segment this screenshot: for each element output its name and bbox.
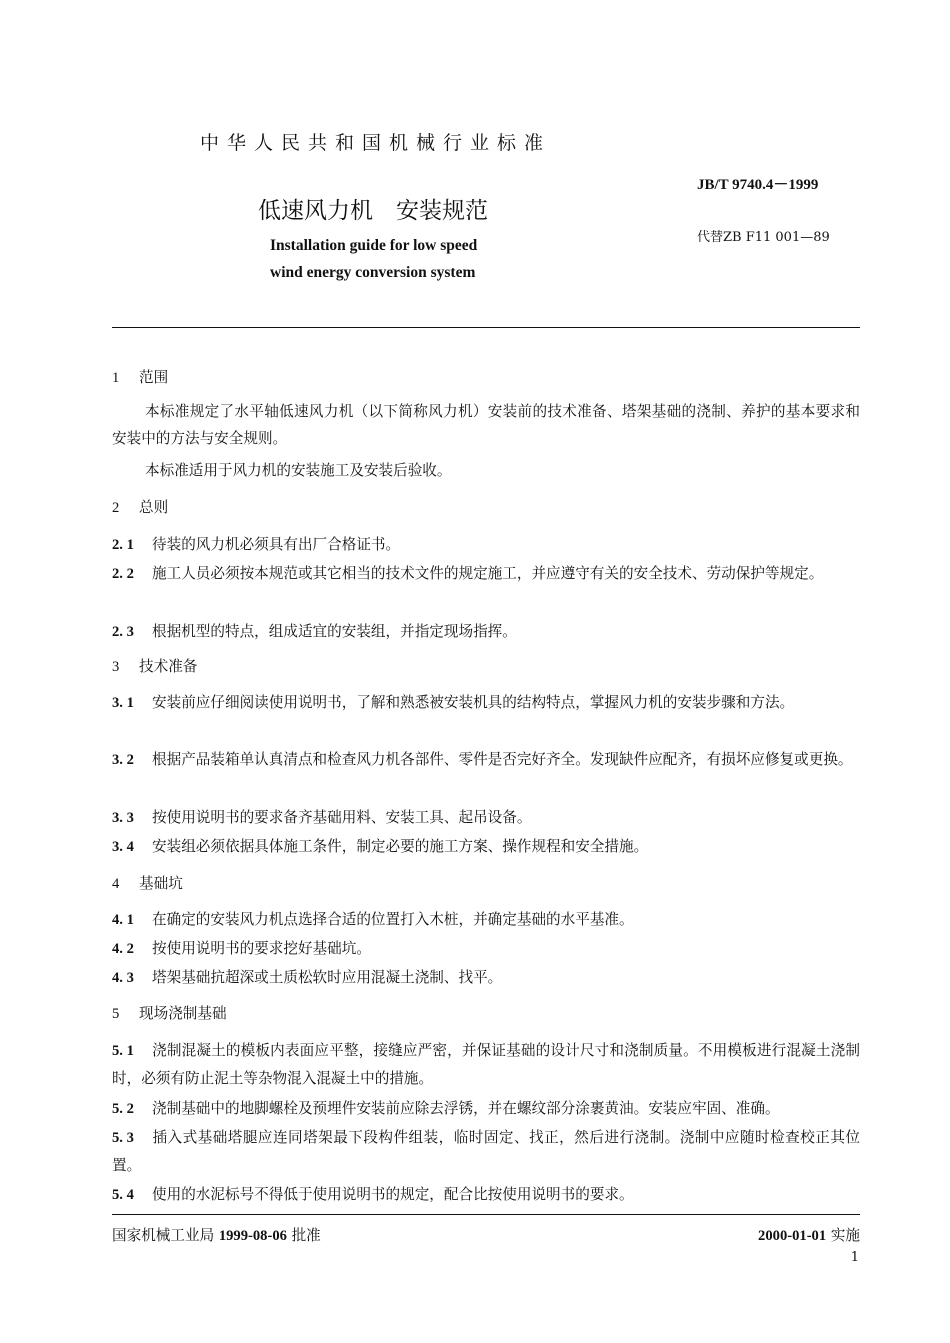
clause-number: 3. 3 bbox=[112, 810, 134, 826]
clause-4-3 bbox=[112, 964, 860, 992]
section-title: 范围 bbox=[139, 369, 169, 386]
clause-text: 安装组必须依据具体施工条件，制定必要的施工方案、操作规程和安全措施。 bbox=[152, 838, 649, 855]
clause-2-2 bbox=[112, 560, 860, 588]
section-number: 1 bbox=[112, 370, 120, 386]
clause-text: 在确定的安装风力机点选择合适的位置打入木桩，并确定基础的水平基准。 bbox=[152, 911, 634, 928]
section-number: 2 bbox=[112, 500, 120, 516]
section-number: 5 bbox=[112, 1006, 120, 1022]
clause-5-4 bbox=[112, 1181, 860, 1209]
clause-5-1 bbox=[112, 1037, 860, 1092]
clause-number: 2. 2 bbox=[112, 566, 134, 582]
clause-text: 浇制基础中的地脚螺栓及预埋件安装前应除去浮锈，并在螺纹部分涂裹黄油。安装应牢固、准确。 bbox=[152, 1100, 780, 1117]
section-number: 3 bbox=[112, 659, 120, 675]
implementation-word: 实施 bbox=[830, 1227, 860, 1244]
clause-number: 4. 2 bbox=[112, 941, 134, 957]
clause-3-4 bbox=[112, 833, 860, 861]
clause-2-1 bbox=[112, 531, 860, 559]
section-heading-1 bbox=[112, 366, 168, 387]
standard-category-title: 中华人民共和国机械行业标准 bbox=[200, 132, 552, 154]
footer-divider bbox=[112, 1214, 860, 1215]
section-number: 4 bbox=[112, 876, 120, 892]
replaces-standard: 代替ZB F11 001—89 bbox=[697, 230, 830, 245]
clause-text: 施工人员必须按本规范或其它相当的技术文件的规定施工，并应遵守有关的安全技术、劳动保护等规定。 bbox=[152, 565, 824, 582]
clause-number: 2. 3 bbox=[112, 624, 134, 640]
section-title: 总则 bbox=[139, 499, 169, 516]
clause-text: 根据产品装箱单认真清点和检查风力机各部件、零件是否完好齐全。发现缺件应配齐，有损坏应修复或更换。 bbox=[152, 751, 853, 768]
clause-text: 浇制混凝土的模板内表面应平整，接缝应严密，并保证基础的设计尺寸和浇制质量。不用模板进行混凝土浇制时，必须有防止泥土等杂物混入混凝土中的措施。 bbox=[112, 1042, 860, 1087]
approve-date: 1999-08-06 bbox=[218, 1228, 287, 1244]
clause-number: 3. 1 bbox=[112, 695, 134, 711]
standard-number: JB/T 9740.4－1999 bbox=[697, 177, 819, 193]
clause-number: 4. 3 bbox=[112, 970, 134, 986]
clause-text: 安装前应仔细阅读使用说明书，了解和熟悉被安装机具的结构特点，掌握风力机的安装步骤和方法。 bbox=[152, 694, 795, 711]
clause-3-1 bbox=[112, 689, 860, 717]
approval-info bbox=[112, 1224, 321, 1245]
section-title: 现场浇制基础 bbox=[139, 1005, 227, 1022]
clause-text: 按使用说明书的要求挖好基础坑。 bbox=[152, 940, 371, 957]
section-title: 技术准备 bbox=[139, 658, 198, 675]
paragraph-scope-1: 本标准规定了水平轴低速风力机（以下简称风力机）安装前的技术准备、塔架基础的浇制、养护的基本要求和安装中的方法与安全规则。 bbox=[112, 403, 860, 447]
clause-text: 插入式基础塔腿应连同塔架最下段构件组装，临时固定、找正，然后进行浇制。浇制中应随时检查校正其位置。 bbox=[112, 1129, 860, 1174]
clause-number: 3. 4 bbox=[112, 839, 134, 855]
clause-text: 塔架基础抗超深或土质松软时应用混凝土浇制、找平。 bbox=[152, 969, 503, 986]
clause-number: 3. 2 bbox=[112, 752, 134, 768]
clause-text: 根据机型的特点，组成适宜的安装组，并指定现场指挥。 bbox=[152, 623, 517, 640]
section-heading-5 bbox=[112, 1002, 227, 1023]
clause-2-3 bbox=[112, 618, 860, 646]
clause-text: 待装的风力机必须具有出厂合格证书。 bbox=[152, 536, 401, 553]
clause-5-3 bbox=[112, 1124, 860, 1179]
issuer: 国家机械工业局 bbox=[112, 1227, 215, 1244]
document-title-en-line1: Installation guide for low speed bbox=[270, 237, 478, 254]
clause-5-2 bbox=[112, 1095, 860, 1123]
clause-number: 5. 4 bbox=[112, 1187, 134, 1203]
page-number: 1 bbox=[850, 1250, 859, 1265]
clause-text: 使用的水泥标号不得低于使用说明书的规定，配合比按使用说明书的要求。 bbox=[152, 1186, 634, 1203]
clause-number: 2. 1 bbox=[112, 537, 134, 553]
implementation-date: 2000-01-01 bbox=[758, 1228, 827, 1244]
section-heading-2 bbox=[112, 496, 168, 517]
clause-number: 5. 2 bbox=[112, 1101, 134, 1117]
paragraph-scope-2: 本标准适用于风力机的安装施工及安装后验收。 bbox=[145, 462, 452, 479]
document-title-en-line2: wind energy conversion system bbox=[270, 264, 476, 281]
section-heading-4 bbox=[112, 872, 183, 893]
section-heading-3 bbox=[112, 655, 197, 676]
clause-number: 5. 1 bbox=[112, 1043, 134, 1059]
clause-text: 按使用说明书的要求备齐基础用料、安装工具、起吊设备。 bbox=[152, 809, 532, 826]
approve-word: 批准 bbox=[291, 1227, 321, 1244]
document-title-cn: 低速风力机 安装规范 bbox=[258, 198, 488, 224]
implementation-info bbox=[758, 1224, 860, 1245]
clause-4-2 bbox=[112, 935, 860, 963]
section-title: 基础坑 bbox=[139, 875, 183, 892]
clause-3-3 bbox=[112, 804, 860, 832]
clause-3-2 bbox=[112, 746, 860, 774]
clause-4-1 bbox=[112, 906, 860, 934]
header-divider bbox=[112, 327, 860, 328]
clause-number: 5. 3 bbox=[112, 1130, 134, 1146]
clause-number: 4. 1 bbox=[112, 912, 134, 928]
